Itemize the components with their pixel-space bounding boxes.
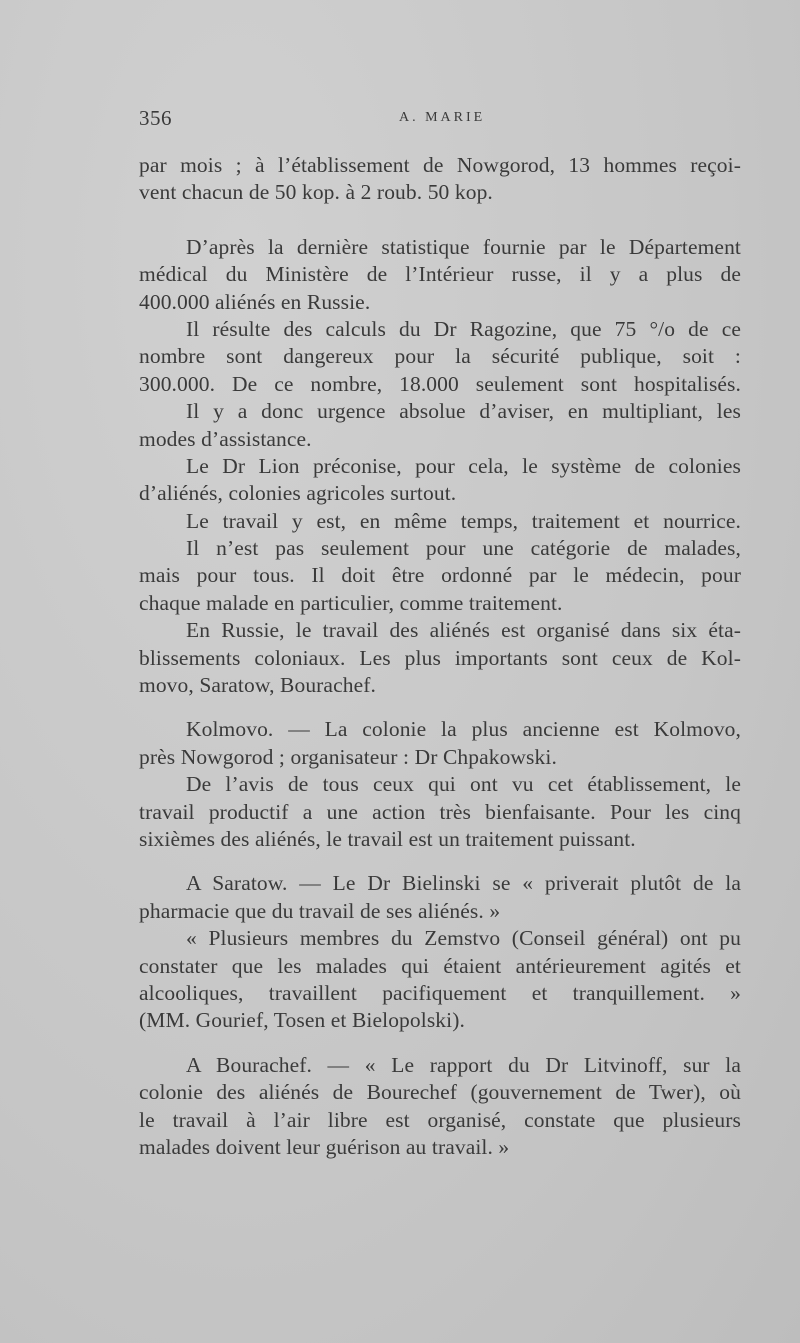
text-line: blissements coloniaux. Les plus importants sont ceux de Kol- [139,645,741,670]
text-line: sixièmes des aliénés, le travail est un traitement puissant. [139,826,636,851]
paragraph [139,234,741,316]
text-line: A Bourachef. — « Le rapport du Dr Litvinoff, sur la [186,1052,741,1077]
text-line: le travail à l’air libre est organisé, constate que plusieurs [139,1107,741,1132]
text-line: Il y a donc urgence absolue d’aviser, en multipliant, les [186,399,741,424]
section-gap [139,699,741,716]
paragraph-gap [139,207,741,234]
paragraph [139,152,741,207]
text-line: De l’avis de tous ceux qui ont vu cet établissement, le [186,772,741,797]
text-line: A Saratow. — Le Dr Bielinski se « priverait plutôt de la [186,871,741,896]
text-line: mais pour tous. Il doit être ordonné par le médecin, pour [139,563,741,588]
paragraph [139,617,741,699]
text-line: En Russie, le travail des aliénés est organisé dans six éta- [186,618,741,643]
text-line: modes d’assistance. [139,426,312,451]
paragraph [139,535,741,617]
text-line: (MM. Gourief, Tosen et Bielopolski). [139,1008,465,1033]
paragraph [139,508,741,535]
paragraph [139,925,741,1035]
text-line: 400.000 aliénés en Russie. [139,289,371,314]
paragraph [139,453,741,508]
text-line: Le Dr Lion préconise, pour cela, le système de colonies [186,453,741,478]
text-line: Il résulte des calculs du Dr Ragozine, que 75 °/o de ce [186,316,741,341]
text-line: vent chacun de 50 kop. à 2 roub. 50 kop. [139,180,493,205]
text-line: près Nowgorod ; organisateur : Dr Chpakowski. [139,744,557,769]
text-line: Il n’est pas seulement pour une catégorie de malades, [186,536,741,561]
text-line: pharmacie que du travail de ses aliénés. » [139,898,501,923]
text-line: travail productif a une action très bienfaisante. Pour les cinq [139,799,741,824]
paragraph [139,316,741,398]
paragraph [139,771,741,853]
paragraph [139,1052,741,1162]
paragraph [139,716,741,771]
text-line: movo, Saratow, Bourachef. [139,673,376,698]
text-line: constater que les malades qui étaient antérieurement agités et [139,953,741,978]
text-line: D’après la dernière statistique fournie par le Département [186,234,741,259]
section-gap [139,853,741,870]
text-line: par mois ; à l’établissement de Nowgorod, 13 hommes reçoi- [139,153,741,177]
text-line: malades doivent leur guérison au travail. » [139,1134,510,1159]
text-line: 300.000. De ce nombre, 18.000 seulement sont hospitalisés. [139,371,741,396]
text-line: Kolmovo. — La colonie la plus ancienne est Kolmovo, [186,717,741,742]
running-head [139,106,739,132]
text-line: « Plusieurs membres du Zemstvo (Conseil général) ont pu [186,926,741,951]
text-line: colonie des aliénés de Bourechef (gouvernement de Twer), où [139,1080,741,1105]
text-line: alcooliques, travaillent pacifiquement et tranquillement. » [139,980,741,1005]
paragraph [139,870,741,925]
text-line: d’aliénés, colonies agricoles surtout. [139,481,457,506]
page-number: 356 [139,106,172,130]
body-text [139,152,741,1161]
text-line: chaque malade en particulier, comme traitement. [139,590,563,615]
text-line: médical du Ministère de l’Intérieur russe, il y a plus de [139,262,741,287]
section-gap [139,1035,741,1052]
paragraph [139,398,741,453]
running-title: A. MARIE [399,110,486,125]
text-line: nombre sont dangereux pour la sécurité publique, soit : [139,344,741,369]
text-line: Le travail y est, en même temps, traitement et nourrice. [186,508,741,533]
